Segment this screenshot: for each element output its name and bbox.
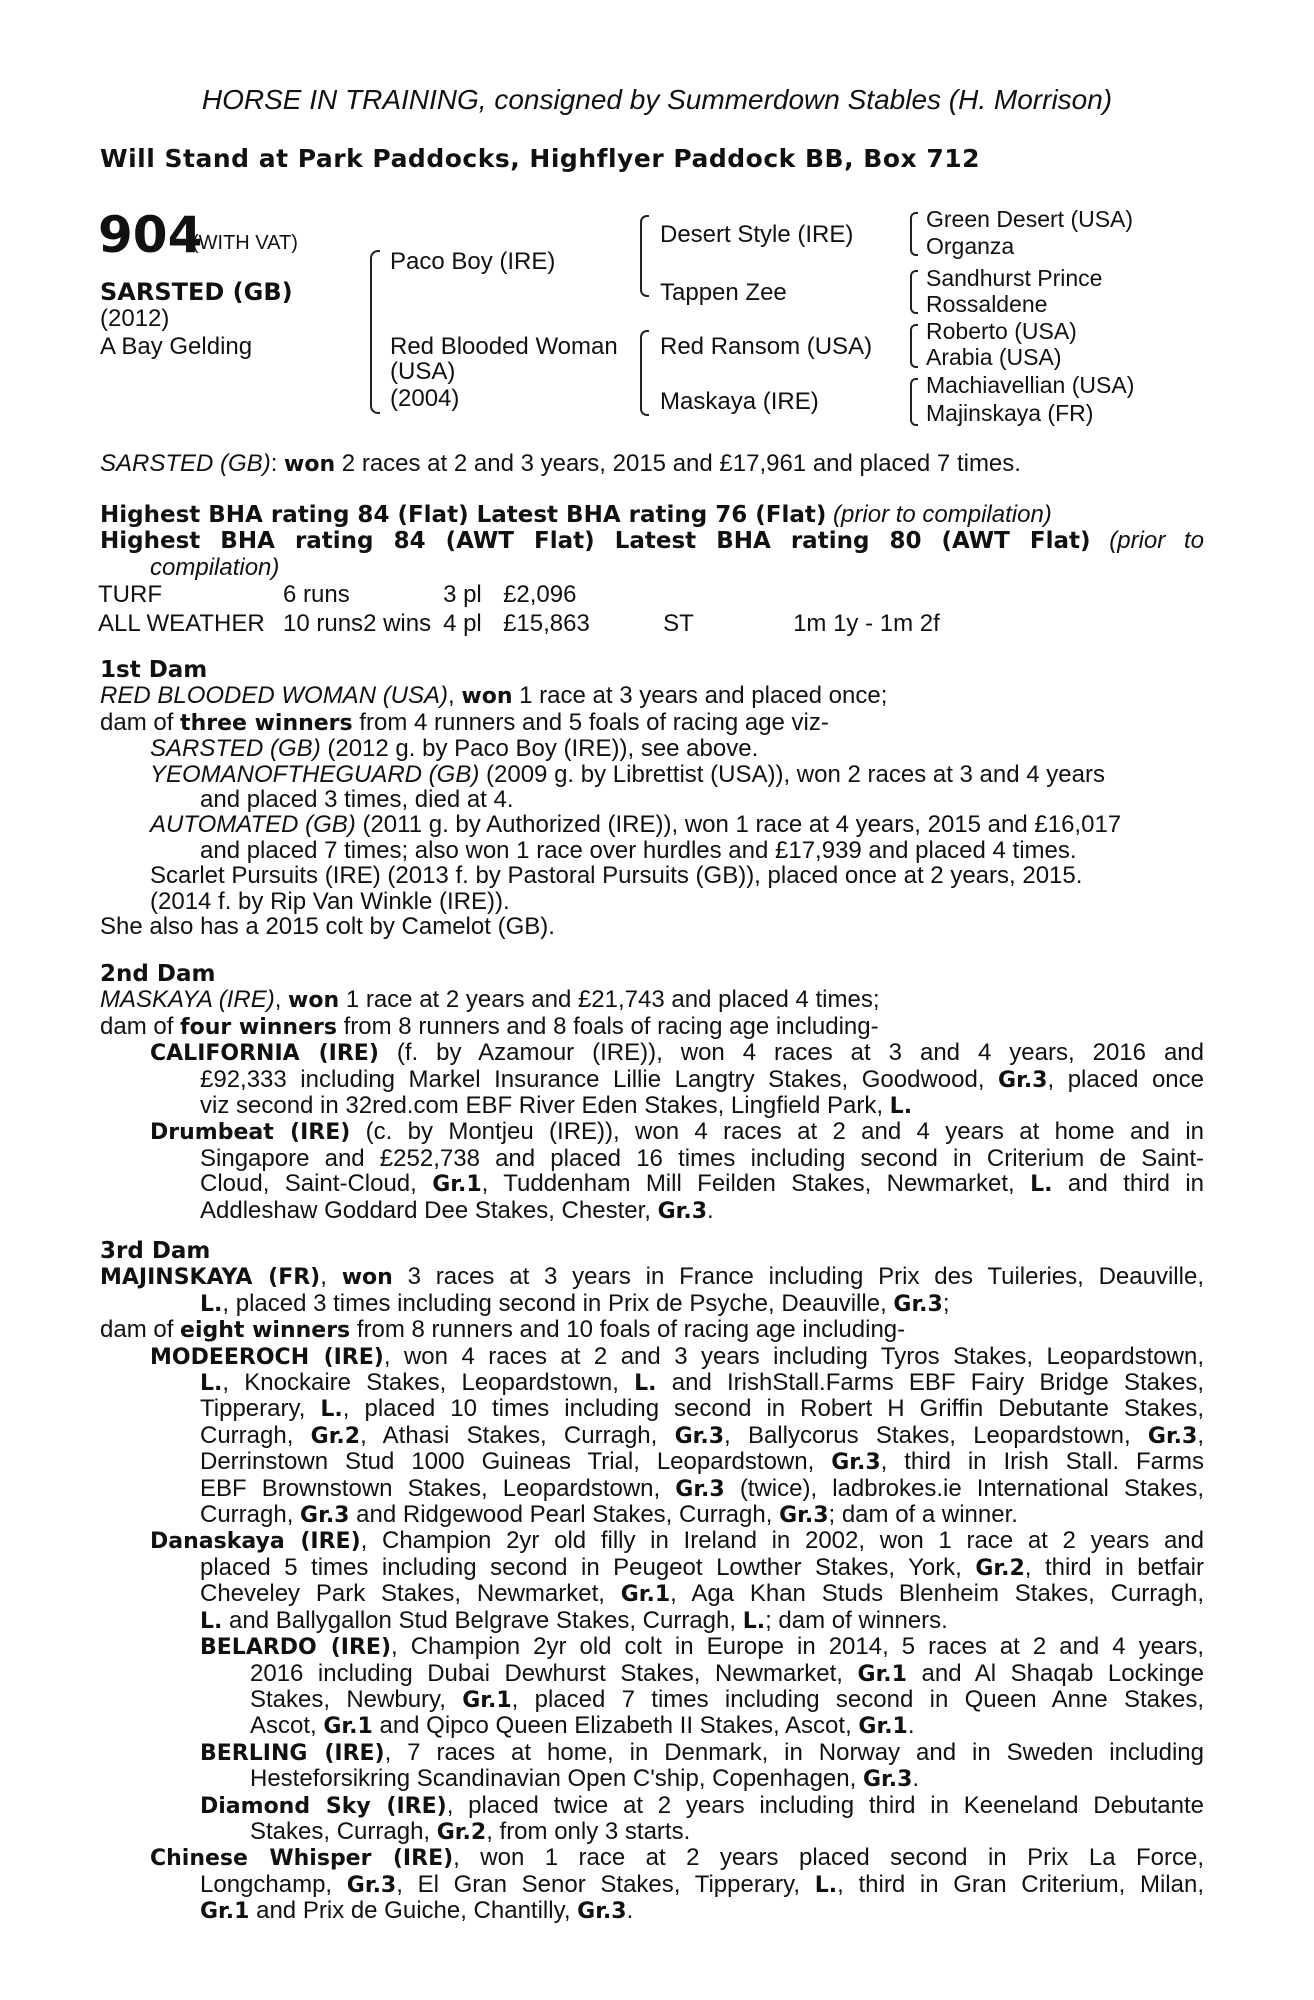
produce-diamond-sky: Diamond Sky (IRE), placed twice at 2 years including third in Keeneland Debutante bbox=[200, 1791, 1205, 1819]
great-grandsire-1: Green Desert (USA) bbox=[926, 206, 1134, 232]
race-record-cell bbox=[363, 580, 443, 609]
produce-chinese-whisper: Chinese Whisper (IRE), won 1 race at 2 years placed second in Prix La Force, bbox=[150, 1844, 1204, 1872]
produce-danaskaya: Danaskaya (IRE), Champion 2yr old filly in Ireland in 2002, won 1 race at 2 years and bbox=[150, 1527, 1204, 1555]
race-record-cell: TURF bbox=[98, 580, 162, 608]
dam-country: (USA) bbox=[390, 358, 456, 385]
bha-ratings: Highest BHA rating 84 (Flat) Latest BHA rating 76 (Flat) (prior to compilation) Highest BHA rating 84 (AWT Flat) Latest BHA rating 80 (AWT Flat) (prior to compilation) bbox=[100, 501, 1204, 581]
race-record-cell: ST bbox=[663, 609, 694, 637]
horse-name: SARSTED (GB) bbox=[100, 278, 293, 306]
race-record-cell: £15,863 bbox=[503, 609, 590, 637]
great-granddam-3: Arabia (USA) bbox=[926, 344, 1062, 370]
race-record-cell: 6 runs bbox=[283, 580, 350, 608]
great-granddam-2: Rossaldene bbox=[926, 291, 1048, 317]
sire: Paco Boy (IRE) bbox=[390, 248, 556, 275]
pedigree-brace-main bbox=[370, 250, 380, 414]
consignor-heading: HORSE IN TRAINING, consigned by Summerdown Stables (H. Morrison) bbox=[201, 84, 1113, 115]
produce-2014-filly: (2014 f. by Rip Van Winkle (IRE)). bbox=[150, 887, 510, 915]
great-grandsire-3: Roberto (USA) bbox=[926, 318, 1077, 344]
race-record-cell: ALL WEATHER bbox=[98, 609, 265, 637]
dam-sire: Red Ransom (USA) bbox=[660, 333, 873, 360]
foaling-year: (2012) bbox=[100, 305, 170, 332]
race-record-cell: 3 pl bbox=[443, 580, 482, 608]
great-grandsire-2: Sandhurst Prince bbox=[926, 265, 1103, 291]
produce-belardo: BELARDO (IRE), Champion 2yr old colt in Europe in 2014, 5 races at 2 and 4 years, bbox=[200, 1633, 1205, 1661]
race-record-cell bbox=[663, 580, 793, 609]
great-granddam-4: Majinskaya (FR) bbox=[926, 400, 1094, 426]
race-record-cell: 10 runs bbox=[283, 609, 364, 637]
rating-flat: Highest BHA rating 84 (Flat) Latest BHA rating 76 (Flat) (prior to compilation) bbox=[100, 501, 1052, 528]
produce-berling: BERLING (IRE), 7 races at home, in Denmark, in Norway and in Sweden including bbox=[200, 1738, 1204, 1766]
vat-note: (WITH VAT) bbox=[192, 232, 298, 254]
pedigree-brace-dam bbox=[640, 330, 649, 416]
pedigree-brace-gd4 bbox=[910, 378, 918, 426]
first-dam-section: 1st Dam RED BLOODED WOMAN (USA), won 1 race at 3 years and placed once; dam of three winners from 4 runners and 5 foals of racing age viz- SARSTED (GB) (2012 g. by Paco Boy (IRE)), see above. YEOMANOFTHEGUARD (GB) (2009 g. by Librettist (USA)), won 2 races at 3 and 4 years and placed 3 times, died at 4. AUTOMATED (GB) (2011 g. by Authorized (IRE)), won 1 race at 4 years, 2015 and £16,017 and placed 7 times; also won 1 race over hurdles and £17,939 and placed 4 times. Scarlet Pursuits (IRE) (2013 f. by Pastoral Pursuits (GB)), placed once at 2 years, 2015. (2014 f. by Rip Van Winkle (IRE)). She also has a 2015 colt by Camelot (GB). bbox=[100, 658, 1204, 939]
race-record-row bbox=[98, 580, 973, 609]
produce-yeomanoftheguard: YEOMANOFTHEGUARD (GB) (2009 g. by Librettist (USA)), won 2 races at 3 and 4 years bbox=[150, 760, 1105, 788]
third-dam-section: 3rd Dam MAJINSKAYA (FR), won 3 races at 3 years in France including Prix des Tuileries, Deauville, L., placed 3 times including second in Prix de Psyche, Deauville, Gr.3; dam of eight winners from 8 runners and 10 foals of racing age including- MODEEROCH (IRE), won 4 races at 2 and 3 years including Tyros Stakes, Leopardstown, L., Knockaire Stakes, Leopardstown, L. and IrishStall.Farms EBF Fairy Bridge Stakes, Tipperary, L., placed 10 times including second in Robert H Griffin Debutante Stakes, Curragh, Gr.2, Athasi Stakes, Curragh, Gr.3, Ballycorus Stakes, Leopardstown, Gr.3, Derrinstown Stud 1000 Guineas Trial, Leopardstown, Gr.3, third in Irish Stall. Farms EBF Brownstown Stakes, Leopardstown, Gr.3 (twice), ladbrokes.ie International Stakes, Curragh, Gr.3 and Ridgewood Pearl Stakes, Curragh, Gr.3; dam of a winner. Danaskaya (IRE), Champion 2yr old filly in Ireland in 2002, won 1 race at 2 years and placed 5 times including second in Peugeot Lowther Stakes, York, Gr.2, third in betfair Cheveley Park Stakes, Newmarket, Gr.1, Aga Khan Studs Blenheim Stakes, Curragh, L. and Ballygallon Stud Belgrave Stakes, Curragh, L.; dam of winners. BELARDO (IRE), Champion 2yr old colt in Europe in 2014, 5 races at 2 and 4 years, 2016 including Dubai Dewhurst Stakes, Newmarket, Gr.1 and Al Shaqab Lockinge Stakes, Newbury, Gr.1, placed 7 times including second in Queen Anne Stakes, Ascot, Gr.1 and Qipco Queen Elizabeth II Stakes, Ascot, Gr.1. BERLING (IRE), 7 races at home, in Denmark, in Norway and in Sweden including Hesteforsikring Scandinavian Open C'ship, Copenhagen, Gr.3. Diamond Sky (IRE), placed twice at 2 years including third in Keeneland Debutante Stakes, Curragh, Gr.2, from only 3 starts. Chinese Whisper (IRE), won 1 race at 2 years placed second in Prix La Force, Longchamp, Gr.3, El Gran Senor Stakes, Tipperary, L., third in Gran Criterium, Milan, Gr.1 and Prix de Guiche, Chantilly, Gr.3. bbox=[100, 1238, 1205, 1925]
race-record-cell bbox=[793, 580, 973, 609]
produce-sarsted: SARSTED (GB) (2012 g. by Paco Boy (IRE)), see above. bbox=[150, 735, 759, 763]
produce-automated: AUTOMATED (GB) (2011 g. by Authorized (IRE)), won 1 race at 4 years, 2015 and £16,017 bbox=[150, 811, 1122, 839]
second-dam-section: 2nd Dam MASKAYA (IRE), won 1 race at 2 years and £21,743 and placed 4 times; dam of four winners from 8 runners and 8 foals of racing age including- CALIFORNIA (IRE) (f. by Azamour (IRE)), won 4 races at 3 and 4 years, 2016 and £92,333 including Markel Insurance Lillie Langtry Stakes, Goodwood, Gr.3, placed once viz second in 32red.com EBF River Eden Stakes, Lingfield Park, L. Drumbeat (IRE) (c. by Montjeu (IRE)), won 4 races at 2 and 4 years at home and in Singapore and £252,738 and placed 16 times including second in Criterium de Saint- Cloud, Saint-Cloud, Gr.1, Tuddenham Mill Feilden Stakes, Newmarket, L. and third in Addleshaw Goddard Dee Stakes, Chester, Gr.3. bbox=[100, 961, 1204, 1224]
race-record-cell: 2 wins bbox=[363, 609, 432, 637]
race-record-cell: 1m 1y - 1m 2f bbox=[793, 609, 940, 637]
race-record-row bbox=[98, 609, 973, 638]
produce-modeeroch: MODEEROCH (IRE), won 4 races at 2 and 3 years including Tyros Stakes, Leopardstown, bbox=[150, 1342, 1204, 1370]
dam-year: (2004) bbox=[390, 385, 460, 412]
pedigree-brace-sire bbox=[640, 215, 649, 297]
stabling-location: Will Stand at Park Paddocks, Highflyer Paddock BB, Box 712 bbox=[100, 144, 981, 173]
race-summary: SARSTED (GB): won 2 races at 2 and 3 years, 2015 and £17,961 and placed 7 times. bbox=[100, 450, 1021, 477]
dam-dam: Maskaya (IRE) bbox=[660, 388, 819, 415]
second-dam-heading: 2nd Dam bbox=[100, 961, 216, 987]
produce-2015-colt: She also has a 2015 colt by Camelot (GB). bbox=[100, 913, 555, 941]
first-dam-heading: 1st Dam bbox=[100, 657, 208, 683]
pedigree-brace-gd1 bbox=[910, 212, 918, 256]
lot-number: 904 bbox=[98, 206, 203, 264]
great-grandsire-4: Machiavellian (USA) bbox=[926, 372, 1135, 398]
sire-dam: Tappen Zee bbox=[660, 279, 787, 306]
produce-california: CALIFORNIA (IRE) (f. by Azamour (IRE)), won 4 races at 3 and 4 years, 2016 and bbox=[150, 1039, 1204, 1067]
pedigree-brace-gd2 bbox=[910, 270, 918, 314]
dam: Red Blooded Woman bbox=[390, 333, 618, 360]
produce-drumbeat: Drumbeat (IRE) (c. by Montjeu (IRE)), won 4 races at 2 and 4 years at home and in bbox=[150, 1118, 1204, 1146]
race-record-cell: £2,096 bbox=[503, 580, 577, 608]
great-granddam-1: Organza bbox=[926, 233, 1015, 259]
rating-awt: Highest BHA rating 84 (AWT Flat) Latest BHA rating 80 (AWT Flat) (prior to bbox=[100, 527, 1204, 555]
produce-scarlet-pursuits: Scarlet Pursuits (IRE) (2013 f. by Pastoral Pursuits (GB)), placed once at 2 years, 2015. bbox=[150, 862, 1083, 890]
third-dam-heading: 3rd Dam bbox=[100, 1238, 211, 1264]
sire-sire: Desert Style (IRE) bbox=[660, 221, 854, 248]
race-record-cell: 4 pl bbox=[443, 609, 482, 637]
race-record-table bbox=[98, 580, 973, 638]
horse-description: A Bay Gelding bbox=[100, 333, 253, 360]
pedigree-brace-gd3 bbox=[910, 324, 918, 368]
